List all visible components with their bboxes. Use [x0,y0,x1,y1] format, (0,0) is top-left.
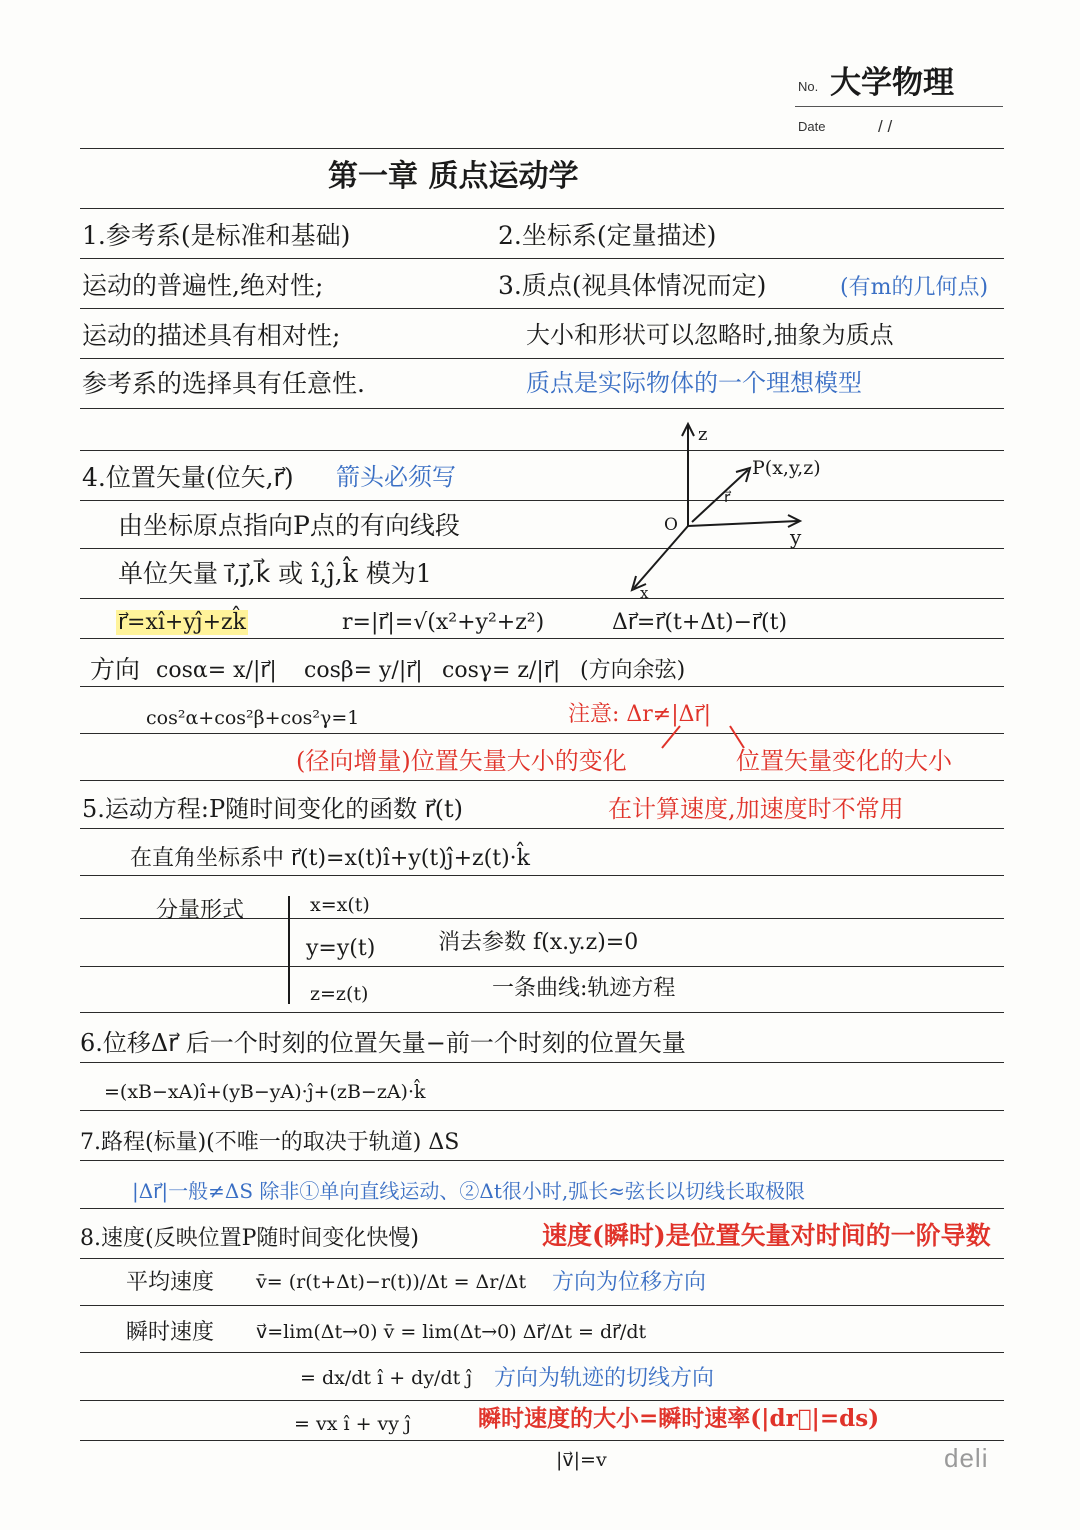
s7-note: |Δr⃗|一般≠ΔS 除非①单向直线运动、②Δt很小时,弧长≈弦长以切线长取极限 [132,1179,805,1203]
s5-component-label: 分量形式 [156,898,245,923]
axis-z-label: z [698,424,708,445]
s4-eq-delta: Δr⃗=r⃗(t+Δt)−r⃗(t) [612,610,788,635]
s8-instant-label: 瞬时速度 [126,1320,215,1345]
s5-z-component: z=z(t) [310,983,369,1005]
s6-equation: =(xB−xA)î+(yB−yA)·ĵ+(zB−zA)·k̂ [104,1081,426,1103]
ruled-line [80,1400,1004,1401]
s8-average-label: 平均速度 [126,1270,215,1295]
ruled-line [80,1012,1004,1013]
s4-eq-position: r⃗=xî+yĵ+zk̂ [118,610,246,635]
ruled-line [80,1110,1004,1111]
ruled-line [80,1352,1004,1353]
s4-note: 箭头必须写 [336,463,456,491]
s5-x-component: x=x(t) [310,894,370,916]
s4-eq-magnitude: r=|r⃗|=√(x²+y²+z²) [342,610,545,635]
ruled-line [80,548,1004,549]
ruled-line [80,598,1004,599]
date-label: Date [798,119,826,134]
s1-line2: 运动的描述具有相对性; [82,321,341,350]
s5-brace [288,896,300,1004]
axis-x-label: x [640,584,649,602]
ruled-line [80,1160,1004,1161]
s4-cos-sum: cos²α+cos²β+cos²γ=1 [146,707,360,729]
ruled-line [80,308,1004,309]
s4-title: 4.位置矢量(位矢,r⃗) [82,463,294,492]
s4-line1: 由坐标原点指向P点的有向线段 [118,511,460,540]
s1-line3: 参考系的选择具有任意性. [82,369,365,398]
ruled-line [80,358,1004,359]
ruled-line [80,148,1004,149]
s4-direction-note: (方向余弦) [580,658,686,683]
s5-y-component: y=y(t) [306,936,376,961]
s5-line1: 在直角坐标系中 r⃗(t)=x(t)î+y(t)ĵ+z(t)·k̂ [130,846,530,871]
s3-note: (有m的几何点) [840,275,989,300]
ruled-line [80,1208,1004,1209]
notebook-title: 大学物理 [830,65,954,101]
ruled-line [80,1440,1004,1441]
axis-y-label: y [790,525,802,549]
s8-average-eq: v̄= (r(t+Δt)−r(t))/Δt = Δr/Δt [256,1271,527,1293]
coordinate-axes-diagram [620,418,850,608]
ruled-line [80,258,1004,259]
s3-line2: 质点是实际物体的一个理想模型 [526,369,862,397]
s8-note: 速度(瞬时)是位置矢量对时间的一阶导数 [542,1221,991,1250]
ruled-line [80,780,1004,781]
ruled-line [80,828,1004,829]
s7-title: 7.路程(标量)(不唯一的取决于轨道) ΔS [80,1130,460,1155]
s4-cos-beta: cosβ= y/|r⃗| [304,658,423,683]
ruled-line [80,966,1004,967]
s8-average-note: 方向为位移方向 [552,1270,707,1295]
s5-note: 在计算速度,加速度时不常用 [608,795,904,823]
s3-title: 3.质点(视具体情况而定) [498,271,767,300]
s4-direction-label: 方向 [90,655,141,684]
ruled-line [80,1258,1004,1259]
s4-cos-alpha: cosα= x/|r⃗| [156,658,277,683]
point-p-label: P(x,y,z) [752,457,821,479]
no-label: No. [798,79,819,94]
ruled-line [80,1305,1004,1306]
chapter-heading: 第一章 质点运动学 [328,159,579,194]
ruled-line [80,686,1004,687]
s4-line2: 单位矢量 i⃗,j⃗,k⃗ 或 î,ĵ,k̂ 模为1 [118,559,432,588]
s8-derivative-note: 方向为轨迹的切线方向 [494,1366,715,1391]
s4-warning-left: (径向增量)位置矢量大小的变化 [296,747,627,775]
s5-eliminate: 消去参数 f(x.y.z)=0 [438,930,639,955]
s3-line1: 大小和形状可以忽略时,抽象为质点 [526,321,894,349]
ruled-line [80,208,1004,209]
s8-derivative-eq: = dx/dt î + dy/dt ĵ [300,1367,473,1389]
ruled-line [80,638,1004,639]
date-slashes: / / [878,117,893,136]
header-underline [795,106,1003,107]
origin-label: O [664,515,678,535]
s4-cos-gamma: cosγ= z/|r⃗| [442,658,561,683]
brand-logo: deli [944,1443,989,1473]
ruled-line [80,733,1004,734]
s4-warning: 注意: Δr≠|Δr⃗| [568,702,712,727]
s8-velocity-eq: = vx î + vy ĵ [294,1413,411,1435]
ruled-line [80,408,1004,409]
ruled-line [80,500,1004,501]
s8-velocity-note: 瞬时速度的大小=瞬时速率(|dr⃗|=ds) [478,1405,880,1432]
ruled-line [80,450,1004,451]
s2-title: 2.坐标系(定量描述) [498,221,717,250]
ruled-line [80,875,1004,876]
s6-title: 6.位移Δr⃗ 后一个时刻的位置矢量−前一个时刻的位置矢量 [80,1029,686,1057]
s8-speed-magnitude: |v⃗|=v [556,1449,607,1471]
s4-warning-right: 位置矢量变化的大小 [736,747,952,775]
ruled-line [80,1062,1004,1063]
s1-title: 1.参考系(是标准和基础) [82,221,351,250]
s5-curve: 一条曲线:轨迹方程 [492,976,676,1001]
vector-r-label: r⃗ [724,488,731,506]
s8-title: 8.速度(反映位置P随时间变化快慢) [80,1226,419,1251]
s8-instant-eq: v⃗=lim(Δt→0) v̄ = lim(Δt→0) Δr⃗/Δt = dr⃗/dt [256,1321,647,1343]
s5-title: 5.运动方程:P随时间变化的函数 r⃗(t) [82,795,463,823]
s1-line1: 运动的普遍性,绝对性; [82,271,324,300]
